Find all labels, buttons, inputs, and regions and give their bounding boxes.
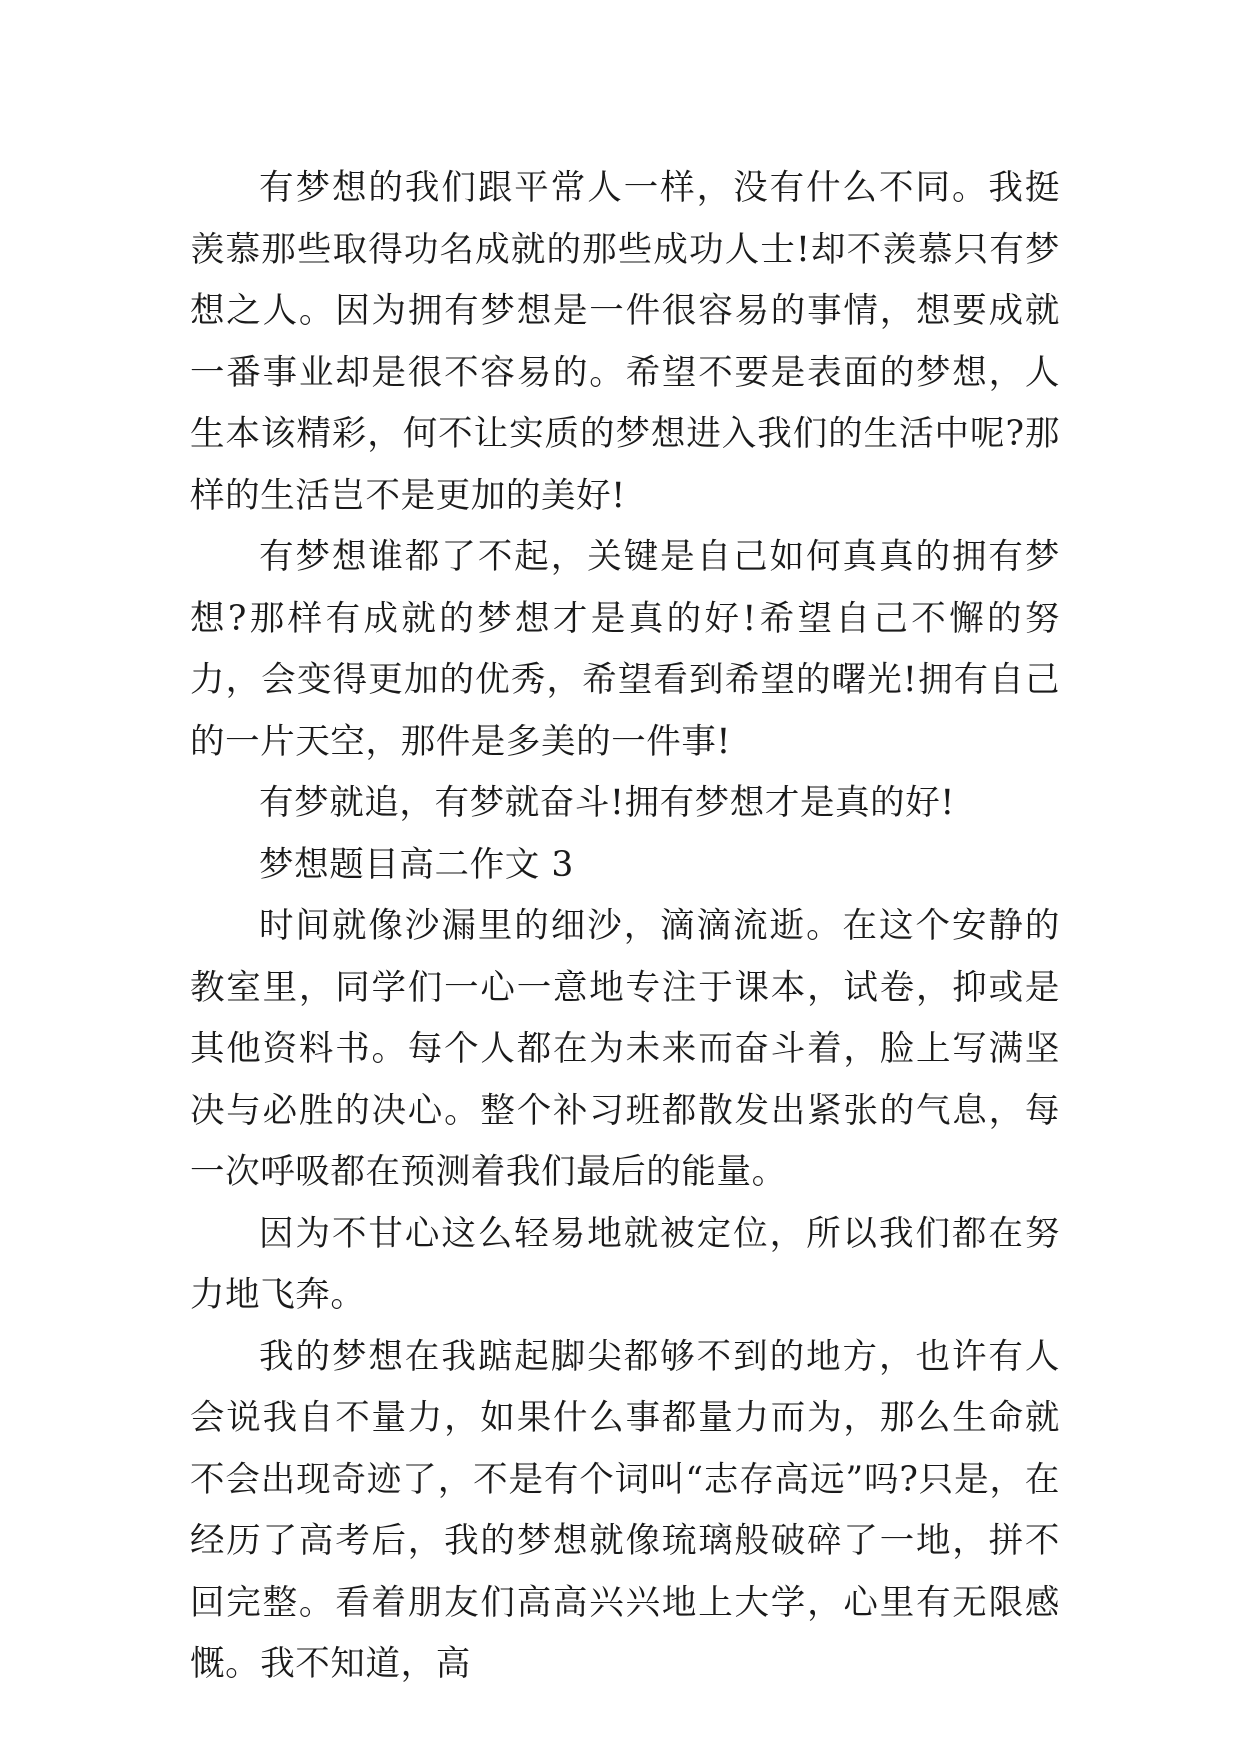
section-paragraph-3: 我的梦想在我踮起脚尖都够不到的地方，也许有人会说我自不量力，如果什么事都量力而为，那么生命就不会出现奇迹了，不是有个词叫“志存高远”吗?只是，在经历了高考后，我的梦想就像琉璃般破碎了一地，拼不回完整。看着朋友们高高兴兴地上大学，心里有无限感慨。我不知道，高: [190, 1336, 1060, 1684]
paragraph-1: 有梦想的我们跟平常人一样，没有什么不同。我挺羡慕那些取得功名成就的那些成功人士!却不羡慕只有梦想之人。因为拥有梦想是一件很容易的事情，想要成就一番事业却是很不容易的。希望不要是表面的梦想，人生本该精彩，何不让实质的梦想进入我们的生活中呢?那样的生活岂不是更加的美好!: [190, 168, 1060, 516]
section-title: 梦想题目高二作文 3: [259, 844, 574, 885]
paragraph-3: 有梦就追，有梦就奋斗!拥有梦想才是真的好!: [259, 783, 955, 823]
document-page: [190, 158, 1060, 1696]
paragraph-2: 有梦想谁都了不起，关键是自己如何真真的拥有梦想?那样有成就的梦想才是真的好!希望自己不懈的努力，会变得更加的优秀，希望看到希望的曙光!拥有自己的一片天空，那件是多美的一件事!: [190, 537, 1060, 762]
section-paragraph-2: 因为不甘心这么轻易地就被定位，所以我们都在努力地飞奔。: [190, 1213, 1060, 1315]
section-paragraph-1: 时间就像沙漏里的细沙，滴滴流逝。在这个安静的教室里，同学们一心一意地专注于课本，试卷，抑或是其他资料书。每个人都在为未来而奋斗着，脸上写满坚决与必胜的决心。整个补习班都散发出紧张的气息，每一次呼吸都在预测着我们最后的能量。: [190, 906, 1060, 1192]
